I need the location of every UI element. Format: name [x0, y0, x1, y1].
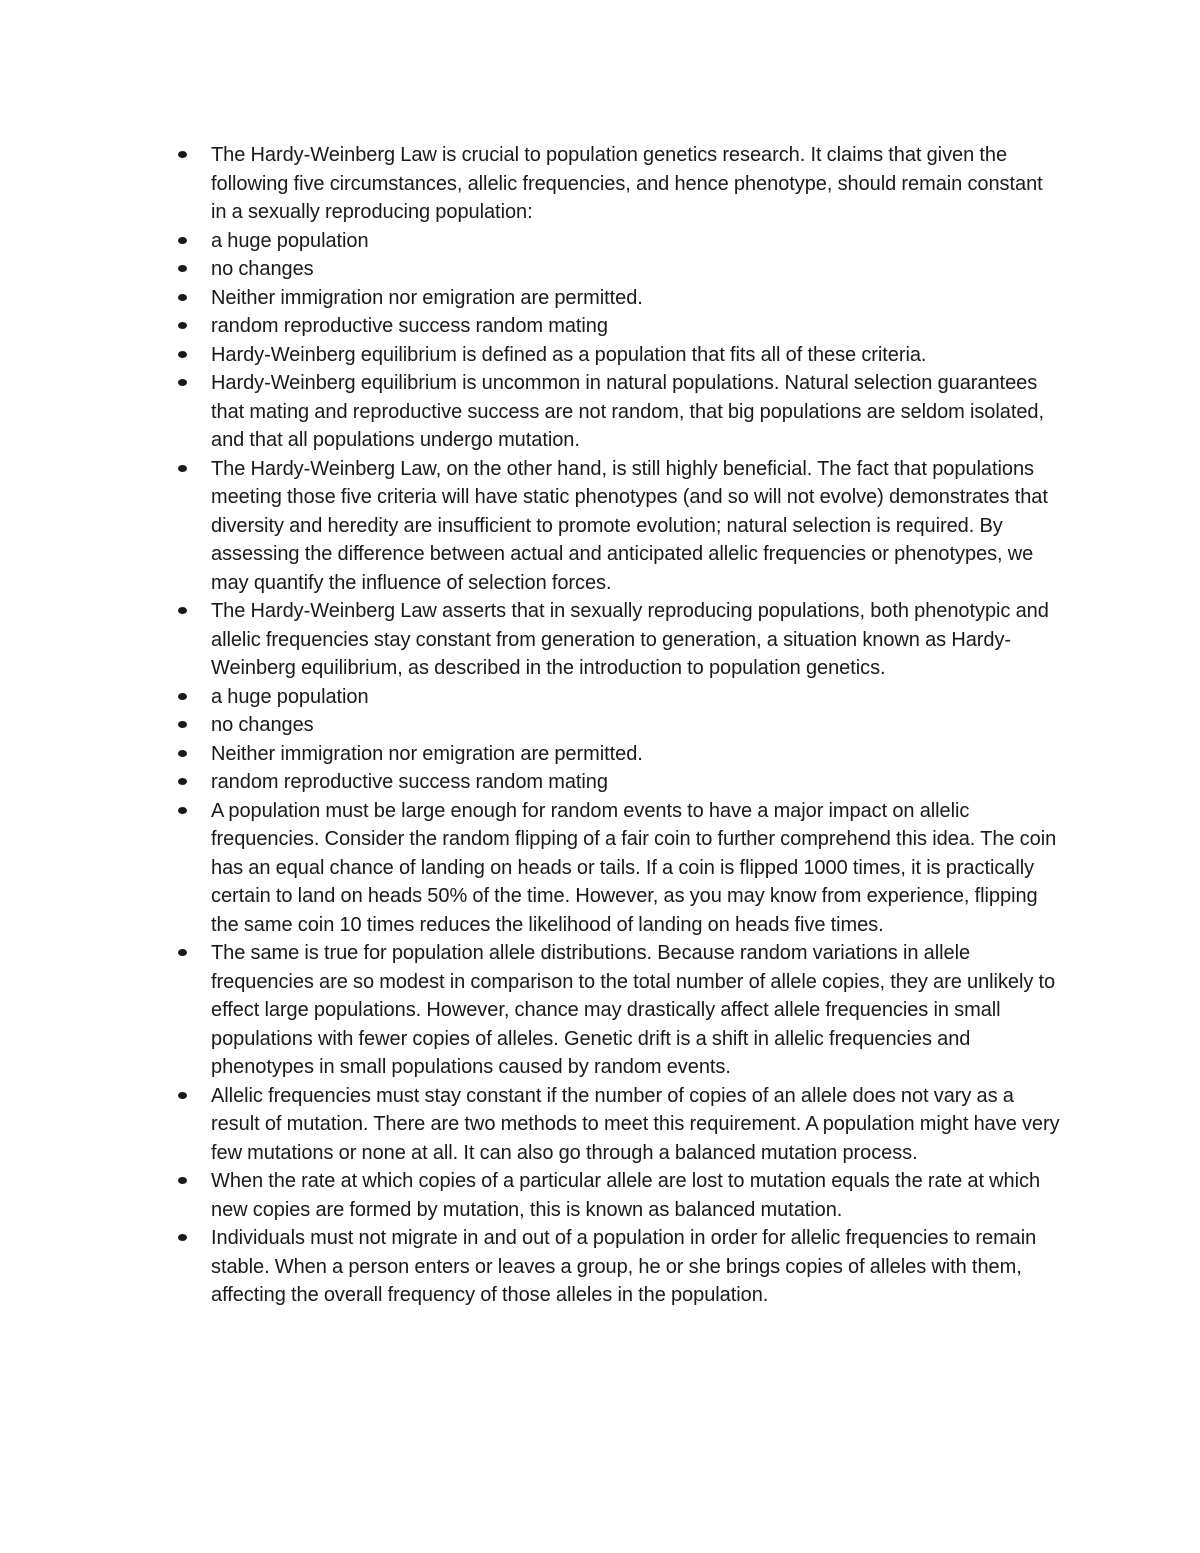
bullet-icon: [178, 237, 187, 244]
list-item-text: no changes: [211, 714, 314, 736]
list-item: [0, 312, 1061, 341]
bullet-icon: [178, 465, 187, 472]
bullet-list: [0, 141, 1200, 1310]
list-item: [0, 711, 1061, 740]
bullet-icon: [178, 693, 187, 700]
list-item: [0, 1167, 1061, 1224]
list-item: [0, 939, 1061, 1082]
bullet-icon: [178, 1177, 187, 1184]
list-item-text: a huge population: [211, 685, 369, 708]
list-item-text: The Hardy-Weinberg Law, on the other hand, is still highly beneficial. The fact that populations meeting those five criteria will have static phenotypes (and so will not evolve) demonstrates that diversity and heredity are insufficient to promote evolution; natural selection is required. By assessing the difference between actual and anticipated allelic frequencies or phenotypes, we may quantify the influence of selection forces.: [211, 457, 1048, 594]
list-item-text: When the rate at which copies of a particular allele are lost to mutation equals the rate at which new copies are formed by mutation, this is known as balanced mutation.: [211, 1170, 1041, 1221]
bullet-icon: [178, 778, 187, 785]
list-item: [0, 768, 1061, 797]
list-item-text: random reproductive success random mating: [211, 771, 608, 793]
list-item-text: Allelic frequencies must stay constant if the number of copies of an allele does not vary as a result of mutation. There are two methods to meet this requirement. A population might have very few mutations or none at all. It can also go through a balanced mutation process.: [211, 1084, 1060, 1164]
bullet-icon: [178, 949, 187, 956]
list-item: [0, 255, 1061, 284]
bullet-icon: [178, 265, 187, 272]
list-item-text: no changes: [211, 258, 314, 280]
list-item-text: Neither immigration nor emigration are permitted.: [211, 286, 643, 309]
bullet-icon: [178, 607, 187, 614]
list-item-text: a huge population: [211, 229, 369, 252]
list-item: [0, 797, 1061, 940]
list-item: [0, 369, 1061, 455]
list-item: [0, 341, 1061, 370]
list-item: [0, 227, 1061, 256]
list-item: [0, 455, 1061, 598]
bullet-icon: [178, 351, 187, 358]
bullet-icon: [178, 750, 187, 757]
list-item-text: The same is true for population allele distributions. Because random variations in allele frequencies are so modest in comparison to the total number of allele copies, they are unlikely to effect large populations. However, chance may drastically affect allele frequencies in small populations with fewer copies of alleles. Genetic drift is a shift in allelic frequencies and phenotypes in small populations caused by random events.: [211, 942, 1056, 1078]
bullet-icon: [178, 721, 187, 728]
list-item-text: Neither immigration nor emigration are permitted.: [211, 742, 643, 765]
bullet-icon: [178, 807, 187, 814]
list-item: [0, 1224, 1061, 1310]
list-item: [0, 141, 1061, 227]
bullet-icon: [178, 322, 187, 329]
list-item: [0, 683, 1061, 712]
list-item-text: Individuals must not migrate in and out of a population in order for allelic frequencies to remain stable. When a person enters or leaves a group, he or she brings copies of alleles with them, affecting the overall frequency of those alleles in the population.: [211, 1227, 1037, 1306]
list-item-text: A population must be large enough for random events to have a major impact on allelic frequencies. Consider the random flipping of a fair coin to further comprehend this idea. The coin has an equal chance of landing on heads or tails. If a coin is flipped 1000 times, it is practically certain to land on heads 50% of the time. However, as you may know from experience, flipping the same coin 10 times reduces the likelihood of landing on heads five times.: [211, 799, 1057, 936]
list-item: [0, 740, 1061, 769]
list-item-text: Hardy-Weinberg equilibrium is defined as a population that fits all of these criteria.: [211, 343, 927, 366]
list-item-text: Hardy-Weinberg equilibrium is uncommon in natural populations. Natural selection guarantees that mating and reproductive success are not random, that big populations are seldom isolated, and that all populations undergo mutation.: [211, 372, 1045, 451]
list-item-text: The Hardy-Weinberg Law is crucial to population genetics research. It claims that given the following five circumstances, allelic frequencies, and hence phenotype, should remain constant in a sexually reproducing population:: [211, 144, 1043, 223]
bullet-icon: [178, 379, 187, 386]
bullet-icon: [178, 1234, 187, 1241]
bullet-icon: [178, 151, 187, 158]
list-item-text: The Hardy-Weinberg Law asserts that in sexually reproducing populations, both phenotypic and allelic frequencies stay constant from generation to generation, a situation known as Hardy-Weinberg equilibrium, as described in the introduction to population genetics.: [211, 600, 1049, 679]
bullet-icon: [178, 294, 187, 301]
bullet-icon: [178, 1092, 187, 1099]
list-item: [0, 1082, 1061, 1168]
list-item: [0, 284, 1061, 313]
list-item-text: random reproductive success random mating: [211, 315, 608, 337]
list-item: [0, 597, 1061, 683]
